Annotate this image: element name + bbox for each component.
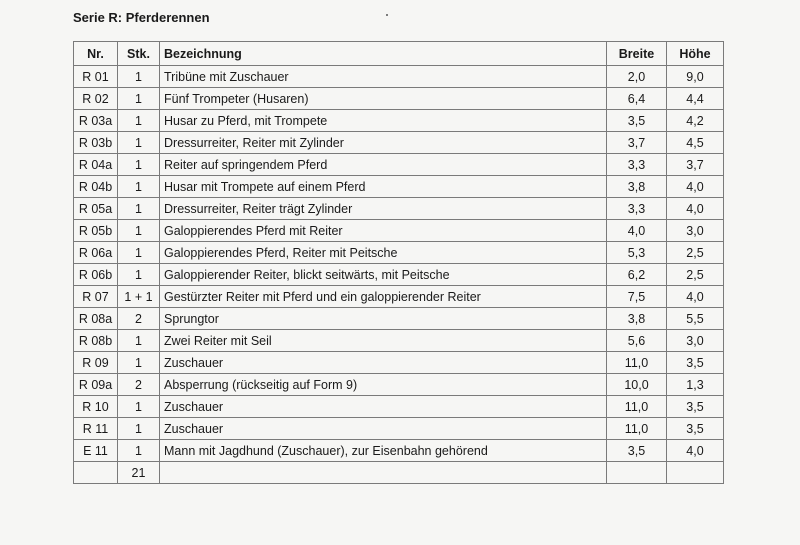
page-title: Serie R: Pferderennen: [73, 10, 210, 25]
cell-hoehe: 4,4: [667, 88, 724, 110]
cell-breite: 5,6: [607, 330, 667, 352]
cell-breite: 3,5: [607, 440, 667, 462]
total-cell-nr: [74, 462, 118, 484]
cell-breite: 3,8: [607, 176, 667, 198]
cell-nr: R 04a: [74, 154, 118, 176]
cell-breite: 3,8: [607, 308, 667, 330]
cell-stk: 1: [118, 264, 160, 286]
table-row: [74, 220, 724, 242]
cell-nr: R 01: [74, 66, 118, 88]
cell-bezeichnung: Dressurreiter, Reiter trägt Zylinder: [160, 198, 607, 220]
cell-hoehe: 4,0: [667, 440, 724, 462]
table-row: [74, 440, 724, 462]
cell-hoehe: 4,2: [667, 110, 724, 132]
cell-nr: R 07: [74, 286, 118, 308]
cell-stk: 1: [118, 198, 160, 220]
cell-hoehe: 5,5: [667, 308, 724, 330]
cell-hoehe: 3,7: [667, 154, 724, 176]
cell-stk: 2: [118, 374, 160, 396]
cell-breite: 10,0: [607, 374, 667, 396]
parts-table: [73, 41, 724, 484]
cell-stk: 1: [118, 154, 160, 176]
cell-stk: 1: [118, 88, 160, 110]
cell-stk: 1: [118, 242, 160, 264]
table-row: [74, 198, 724, 220]
table-row: [74, 286, 724, 308]
cell-nr: R 08b: [74, 330, 118, 352]
cell-breite: 6,4: [607, 88, 667, 110]
cell-bezeichnung: Husar mit Trompete auf einem Pferd: [160, 176, 607, 198]
cell-breite: 3,3: [607, 198, 667, 220]
total-row: [74, 462, 724, 484]
cell-nr: R 09a: [74, 374, 118, 396]
cell-hoehe: 3,0: [667, 330, 724, 352]
cell-breite: 3,5: [607, 110, 667, 132]
cell-breite: 11,0: [607, 396, 667, 418]
cell-hoehe: 4,0: [667, 198, 724, 220]
cell-nr: R 11: [74, 418, 118, 440]
column-header-hoehe: Höhe: [667, 42, 724, 66]
cell-stk: 1 + 1: [118, 286, 160, 308]
cell-hoehe: 9,0: [667, 66, 724, 88]
cell-nr: R 06b: [74, 264, 118, 286]
total-cell-breite: [607, 462, 667, 484]
table-row: [74, 418, 724, 440]
cell-breite: 11,0: [607, 418, 667, 440]
cell-bezeichnung: Zuschauer: [160, 352, 607, 374]
cell-hoehe: 4,0: [667, 286, 724, 308]
column-header-stk: Stk.: [118, 42, 160, 66]
cell-bezeichnung: Galoppierendes Pferd mit Reiter: [160, 220, 607, 242]
cell-bezeichnung: Absperrung (rückseitig auf Form 9): [160, 374, 607, 396]
cell-breite: 6,2: [607, 264, 667, 286]
cell-bezeichnung: Mann mit Jagdhund (Zuschauer), zur Eisenbahn gehörend: [160, 440, 607, 462]
cell-nr: R 02: [74, 88, 118, 110]
cell-bezeichnung: Zuschauer: [160, 396, 607, 418]
cell-nr: R 10: [74, 396, 118, 418]
cell-bezeichnung: Husar zu Pferd, mit Trompete: [160, 110, 607, 132]
cell-stk: 1: [118, 352, 160, 374]
stray-dot: [386, 14, 388, 16]
cell-bezeichnung: Galoppierender Reiter, blickt seitwärts, mit Peitsche: [160, 264, 607, 286]
cell-nr: R 03b: [74, 132, 118, 154]
table-row: [74, 330, 724, 352]
cell-hoehe: 1,3: [667, 374, 724, 396]
cell-stk: 1: [118, 440, 160, 462]
cell-stk: 1: [118, 110, 160, 132]
cell-bezeichnung: Sprungtor: [160, 308, 607, 330]
total-cell-bezeichnung: [160, 462, 607, 484]
cell-breite: 3,3: [607, 154, 667, 176]
cell-breite: 11,0: [607, 352, 667, 374]
cell-hoehe: 4,5: [667, 132, 724, 154]
cell-bezeichnung: Dressurreiter, Reiter mit Zylinder: [160, 132, 607, 154]
cell-stk: 1: [118, 176, 160, 198]
table-row: [74, 352, 724, 374]
cell-bezeichnung: Galoppierendes Pferd, Reiter mit Peitsche: [160, 242, 607, 264]
cell-stk: 1: [118, 66, 160, 88]
cell-hoehe: 3,5: [667, 418, 724, 440]
table-row: [74, 396, 724, 418]
cell-nr: R 05a: [74, 198, 118, 220]
cell-hoehe: 4,0: [667, 176, 724, 198]
table-row: [74, 242, 724, 264]
cell-bezeichnung: Gestürzter Reiter mit Pferd und ein galoppierender Reiter: [160, 286, 607, 308]
cell-nr: R 05b: [74, 220, 118, 242]
cell-breite: 3,7: [607, 132, 667, 154]
table-row: [74, 88, 724, 110]
cell-stk: 1: [118, 330, 160, 352]
table-row: [74, 176, 724, 198]
cell-hoehe: 3,5: [667, 396, 724, 418]
cell-bezeichnung: Zuschauer: [160, 418, 607, 440]
cell-breite: 5,3: [607, 242, 667, 264]
cell-bezeichnung: Zwei Reiter mit Seil: [160, 330, 607, 352]
cell-stk: 1: [118, 418, 160, 440]
cell-hoehe: 3,0: [667, 220, 724, 242]
cell-breite: 2,0: [607, 66, 667, 88]
cell-bezeichnung: Reiter auf springendem Pferd: [160, 154, 607, 176]
cell-nr: R 08a: [74, 308, 118, 330]
table-row: [74, 264, 724, 286]
cell-nr: R 09: [74, 352, 118, 374]
cell-bezeichnung: Fünf Trompeter (Husaren): [160, 88, 607, 110]
cell-nr: E 11: [74, 440, 118, 462]
cell-breite: 7,5: [607, 286, 667, 308]
table-row: [74, 154, 724, 176]
cell-hoehe: 3,5: [667, 352, 724, 374]
table-row: [74, 374, 724, 396]
cell-stk: 2: [118, 308, 160, 330]
table-row: [74, 132, 724, 154]
column-header-breite: Breite: [607, 42, 667, 66]
cell-hoehe: 2,5: [667, 242, 724, 264]
table-header-row: [74, 42, 724, 66]
table-row: [74, 110, 724, 132]
cell-hoehe: 2,5: [667, 264, 724, 286]
total-cell-stk: 21: [118, 462, 160, 484]
cell-nr: R 06a: [74, 242, 118, 264]
cell-bezeichnung: Tribüne mit Zuschauer: [160, 66, 607, 88]
total-cell-hoehe: [667, 462, 724, 484]
cell-stk: 1: [118, 396, 160, 418]
cell-nr: R 03a: [74, 110, 118, 132]
cell-stk: 1: [118, 220, 160, 242]
cell-stk: 1: [118, 132, 160, 154]
cell-breite: 4,0: [607, 220, 667, 242]
column-header-bezeichnung: Bezeichnung: [160, 42, 607, 66]
table-row: [74, 66, 724, 88]
table-row: [74, 308, 724, 330]
column-header-nr: Nr.: [74, 42, 118, 66]
cell-nr: R 04b: [74, 176, 118, 198]
